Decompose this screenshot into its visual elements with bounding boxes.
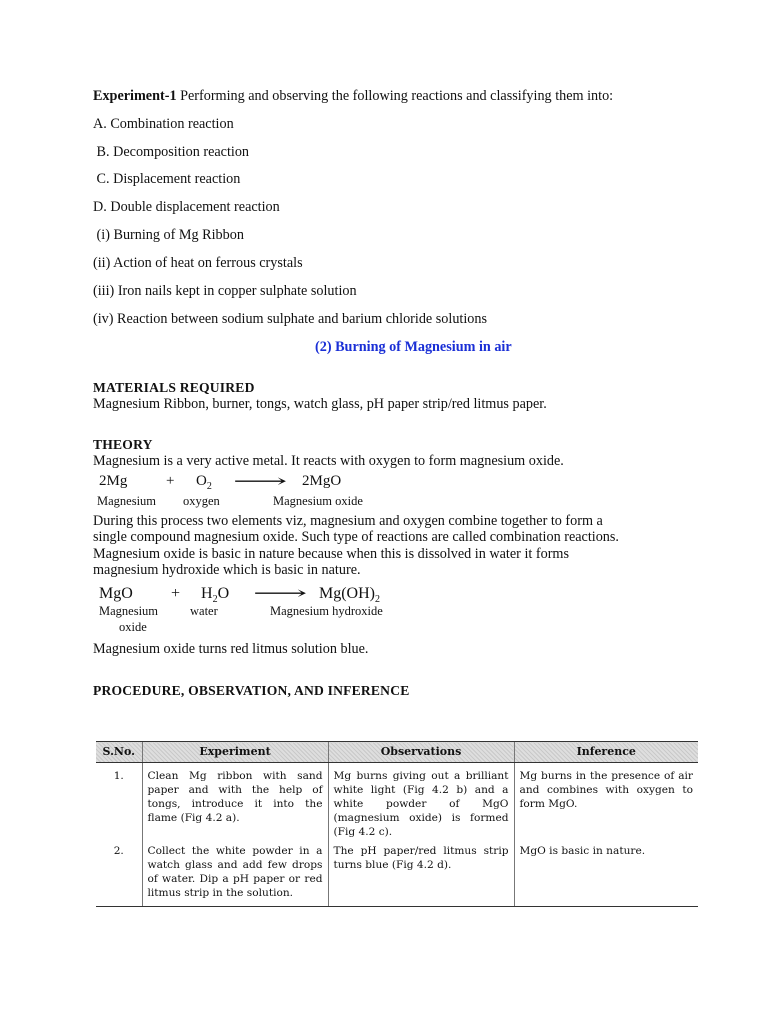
cell-inference: Mg burns in the presence of air and combines with oxygen to form MgO. xyxy=(514,763,698,842)
theory-conclusion: Magnesium oxide turns red litmus solution blue. xyxy=(93,641,369,657)
cell-inference: MgO is basic in nature. xyxy=(514,841,698,907)
section-title: (2) Burning of Magnesium in air xyxy=(315,339,512,355)
reaction-item: (iv) Reaction between sodium sulphate and barium chloride solutions xyxy=(93,311,488,327)
cell-sno: 2. xyxy=(96,841,142,907)
experiment-label: Experiment-1 xyxy=(93,88,177,104)
eq1-label-product: Magnesium oxide xyxy=(273,494,363,508)
header-inference: Inference xyxy=(514,742,698,763)
eq2-reactant-h2o: $H_2O$ xyxy=(201,585,230,606)
theory-paragraph-line: single compound magnesium oxide. Such type of reactions are called combination reactions. xyxy=(93,529,619,545)
theory-paragraph-line: During this process two elements viz, magnesium and oxygen combine together to form a xyxy=(93,513,603,529)
header-experiment: Experiment xyxy=(142,742,328,763)
experiment-title xyxy=(93,88,613,105)
eq2-label-magnesium: Magnesium xyxy=(99,604,159,618)
eq1-reactant-o2: $O_2$ xyxy=(196,473,212,492)
eq2-label-oxide: oxide xyxy=(119,620,147,634)
class-item: C. Displacement reaction xyxy=(93,171,241,187)
theory-paragraph: Magnesium is a very active metal. It reacts with oxygen to form magnesium oxide. xyxy=(93,453,564,469)
theory-paragraph-line: Magnesium oxide is basic in nature because when this is dissolved in water it forms xyxy=(93,546,569,562)
cell-experiment: Clean Mg ribbon with sand paper and with the help of tongs, introduce it into the flame (Fig 4.2 a). xyxy=(142,763,328,842)
class-item: D. Double displacement reaction xyxy=(93,199,280,215)
cell-observation: The pH paper/red litmus strip turns blue (Fig 4.2 d). xyxy=(328,841,514,907)
experiment-description: Performing and observing the following reactions and classifying them into: xyxy=(176,88,614,104)
eq2-reactant-mgo: MgO xyxy=(99,585,133,602)
cell-observation: Mg burns giving out a brilliant white light (Fig 4.2 b) and a white powder of MgO (magnesium oxide) is formed (Fig 4.2 c). xyxy=(328,763,514,842)
eq2-product: $Mg(OH)_2$ xyxy=(319,585,380,606)
theory-paragraph-line: magnesium hydroxide which is basic in nature. xyxy=(93,562,361,578)
table-header-row xyxy=(96,742,698,763)
reaction-item: (iii) Iron nails kept in copper sulphate solution xyxy=(93,283,357,299)
reaction-item: (i) Burning of Mg Ribbon xyxy=(93,227,244,243)
materials-text: Magnesium Ribbon, burner, tongs, watch glass, pH paper strip/red litmus paper. xyxy=(93,396,547,412)
eq2-label-water: water xyxy=(190,604,218,618)
table-row xyxy=(96,763,698,842)
class-item: B. Decomposition reaction xyxy=(93,144,250,160)
class-item: A. Combination reaction xyxy=(93,116,234,132)
eq1-plus: + xyxy=(166,473,175,489)
header-sno: S.No. xyxy=(96,742,142,763)
equation-1 xyxy=(99,473,127,490)
reaction-item: (ii) Action of heat on ferrous crystals xyxy=(93,255,303,271)
theory-heading: THEORY xyxy=(93,437,153,452)
eq1-reactant-mg: 2Mg xyxy=(99,473,128,489)
eq1-label-oxygen: oxygen xyxy=(183,494,220,508)
procedure-table xyxy=(96,741,698,907)
cell-sno: 1. xyxy=(113,770,124,782)
cell-experiment: Collect the white powder in a watch glass and add few drops of water. Dip a pH paper or red litmus strip in the solution. xyxy=(142,841,328,907)
eq1-arrow: ⟶ xyxy=(233,471,288,491)
materials-heading: MATERIALS REQUIRED xyxy=(93,380,255,395)
eq2-arrow: ⟶ xyxy=(253,583,308,603)
eq1-label-magnesium: Magnesium xyxy=(97,494,157,508)
eq2-label-product: Magnesium hydroxide xyxy=(270,604,383,618)
header-observations: Observations xyxy=(328,742,514,763)
eq2-plus: + xyxy=(171,585,181,602)
procedure-heading: PROCEDURE, OBSERVATION, AND INFERENCE xyxy=(93,683,410,698)
table-row xyxy=(96,841,698,907)
eq1-product: 2MgO xyxy=(302,473,342,489)
